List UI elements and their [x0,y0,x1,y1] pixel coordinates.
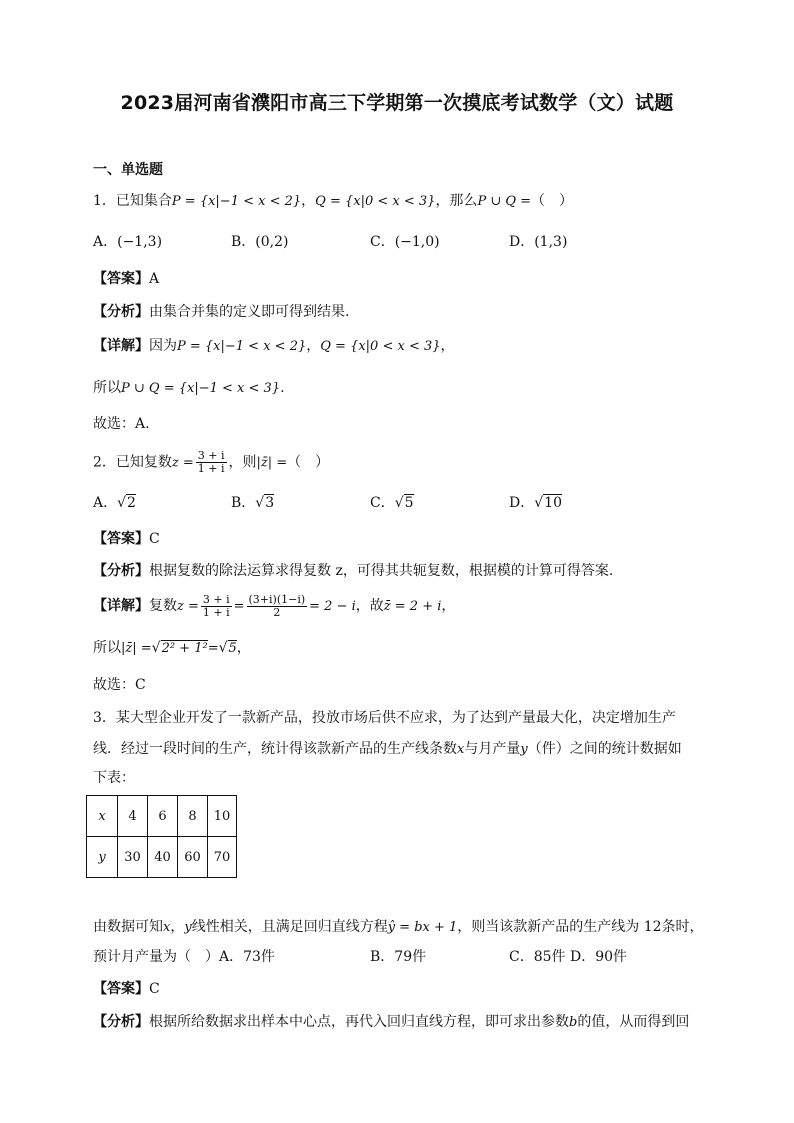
q3-cond-text-a: 由数据可知 [93,919,163,935]
q2-option-c-value: 5 [404,495,414,511]
q2-so-mod: |z̄| = [121,641,152,656]
q2-answer [93,529,160,549]
q3-predict: 预计月产量为（ ）A．73件 [93,949,275,965]
q1-analysis [93,302,349,322]
q1-set-p: P = {x|−1 < x < 2} [171,194,302,209]
q2-denominator: 1 + i [197,462,225,475]
q3-analysis-text-c: 的值，从而得到回 [577,1014,690,1030]
q2-detail-den-1: 1 + i [202,605,230,619]
q2-choose: 故选：C [93,677,146,693]
q1-detail-end: ， [440,338,455,354]
q2-detail-end: ， [441,598,456,614]
q1-so-expr: P ∪ Q = {x|−1 < x < 3} [121,381,281,396]
q2-detail-num-1: 3 + i [202,592,230,606]
q2-analysis-text: 根据复数的除法运算求得复数 z，可得其共轭复数，根据模的计算可得答案. [149,563,614,579]
q3-analysis-b: b [569,1015,578,1030]
detail-label: 【详解】 [93,598,149,614]
q1-answer [93,269,159,289]
q1-sep: ， [301,193,316,209]
page-title: 2023届河南省濮阳市高三下学期第一次摸底考试数学（文）试题 [120,92,674,114]
q1-detail-set-q: Q = {x|0 < x < 3} [320,339,441,354]
q2-detail [93,593,455,620]
q2-paren: （ ） [287,454,330,471]
q2-detail-mid: ，故 [355,598,384,614]
q3-cond-x: x [163,920,171,935]
q2-option-b: B．√3 [231,495,275,511]
q1-detail-text-a: 因为 [149,338,177,354]
q3-cond-y: y [184,920,192,935]
q2-detail-fraction-2 [247,594,308,619]
q3-var-x: x [457,742,465,757]
q1-stem-text-a: 1．已知集合 [93,193,172,209]
q2-stem [93,450,329,476]
q2-option-b-label: B． [231,495,256,511]
q2-conclusion: 所以|z̄| =√2² + 1²=√5， [93,640,251,656]
q2-detail-conjugate: z̄ = 2 + i [383,599,442,614]
q2-option-a-value: 2 [127,495,136,511]
q2-so-eq: = [207,641,219,656]
q1-choose: 故选：A. [93,416,150,432]
q3-var-y: y [520,742,528,757]
q2-stem-text-a: 2．已知复数 [93,454,172,471]
q1-detail-set-p: P = {x|−1 < x < 2} [177,339,307,354]
answer-label: 【答案】 [93,531,149,547]
q3-stem-text-c: （件）之间的统计数据如 [527,741,682,757]
section-heading: 一、单选题 [93,162,163,178]
table-cell: 8 [178,796,208,837]
table-cell: x [87,796,118,837]
table-cell: 30 [118,837,148,878]
analysis-label: 【分析】 [93,1014,149,1030]
q2-detail-num-2: (3+i)(1−i) [248,592,306,606]
answer-label: 【答案】 [93,271,149,287]
q2-modulus: |z̄| = [256,455,288,471]
q3-option-c-d: C．85件 D．90件 [509,949,628,965]
q1-option-b: B．(0,2) [231,234,289,250]
q2-numerator: 3 + i [197,449,225,462]
table-row-x [87,796,237,837]
q2-option-d: D．√10 [509,495,562,511]
q3-data-table [86,795,237,878]
table-cell: 40 [148,837,178,878]
q1-stem-text-b: ，那么 [435,193,478,209]
answer-label: 【答案】 [93,981,149,997]
q1-answer-value: A [149,271,160,287]
q1-option-c: C．(−1,0) [370,234,440,250]
analysis-label: 【分析】 [93,304,149,320]
table-cell: y [87,837,118,878]
q2-z-eq: z = [171,455,194,471]
q3-answer-value: C [149,981,160,997]
q3-answer [93,979,160,999]
q2-so-text: 所以 [93,640,121,656]
q1-detail-sep: ， [306,338,321,354]
q3-condition [93,917,704,938]
table-cell: 60 [178,837,208,878]
q1-conclusion [93,378,285,399]
q1-expr: P ∪ Q = [477,194,532,209]
q2-so-radicand: 2² + 1² [161,641,208,656]
analysis-label: 【分析】 [93,563,149,579]
q2-detail-z-eq: z = [177,599,199,614]
table-row-y [87,837,237,878]
q1-detail [93,336,455,357]
table-cell: 70 [208,837,237,878]
q2-option-c-label: C． [370,495,395,511]
q2-option-a: A．√2 [93,495,136,511]
q2-so-radicand-2: 5 [228,641,237,656]
q2-detail-den-2: 2 [273,605,281,619]
q1-so-end: . [280,380,285,396]
table-cell: 6 [148,796,178,837]
q3-stem-line-1: 3．某大型企业开发了一款新产品，投放市场后供不应求，为了达到产量最大化，决定增加生产 [93,710,676,726]
q2-option-d-label: D． [509,495,535,511]
q2-detail-eq: = [233,599,245,614]
q2-option-a-label: A． [93,495,118,511]
q1-so-text: 所以 [93,380,121,396]
q3-analysis [93,1012,689,1033]
q3-cond-text-c: ，则当该款新产品的生产线为 12条时， [457,919,704,935]
table-cell: 10 [208,796,237,837]
q3-stem-line-3: 下表： [93,770,135,786]
q2-so-end: ， [236,640,251,656]
q2-option-b-value: 3 [265,495,275,511]
detail-label: 【详解】 [93,338,149,354]
q2-option-c: C．√5 [370,495,414,511]
q3-stem-line-2 [93,739,682,760]
q1-analysis-text: 由集合并集的定义即可得到结果. [149,304,350,320]
q2-option-d-value: 10 [544,495,562,511]
table-cell: 4 [118,796,148,837]
q2-detail-fraction-1 [201,594,232,619]
q3-cond-text-b: 线性相关，且满足回归直线方程 [191,919,388,935]
q2-stem-text-b: ，则 [228,454,257,471]
q3-stem-text-a: 线．经过一段时间的生产，统计得该款新产品的生产线条数 [93,741,457,757]
q2-fraction [196,450,227,475]
q1-stem [93,191,573,212]
q3-analysis-text-a: 根据所给数据求出样本中心点，再代入回归直线方程，即可求出参数 [149,1014,569,1030]
q2-detail-result: = 2 − i [309,599,356,614]
q1-set-q: Q = {x|0 < x < 3} [315,194,436,209]
q3-cond-sep: ， [170,919,185,935]
q2-analysis [93,561,613,581]
q2-detail-text-a: 复数 [149,598,177,614]
q3-regression-eq: ŷ = bx + 1 [387,920,458,935]
q1-option-a: A．(−1,3) [93,234,163,250]
q1-paren: （ ） [531,193,574,209]
q1-option-d: D．(1,3) [509,234,568,250]
q3-option-b: B．79件 [370,949,427,965]
q3-stem-text-b: 与月产量 [464,741,521,757]
q2-answer-value: C [149,531,160,547]
